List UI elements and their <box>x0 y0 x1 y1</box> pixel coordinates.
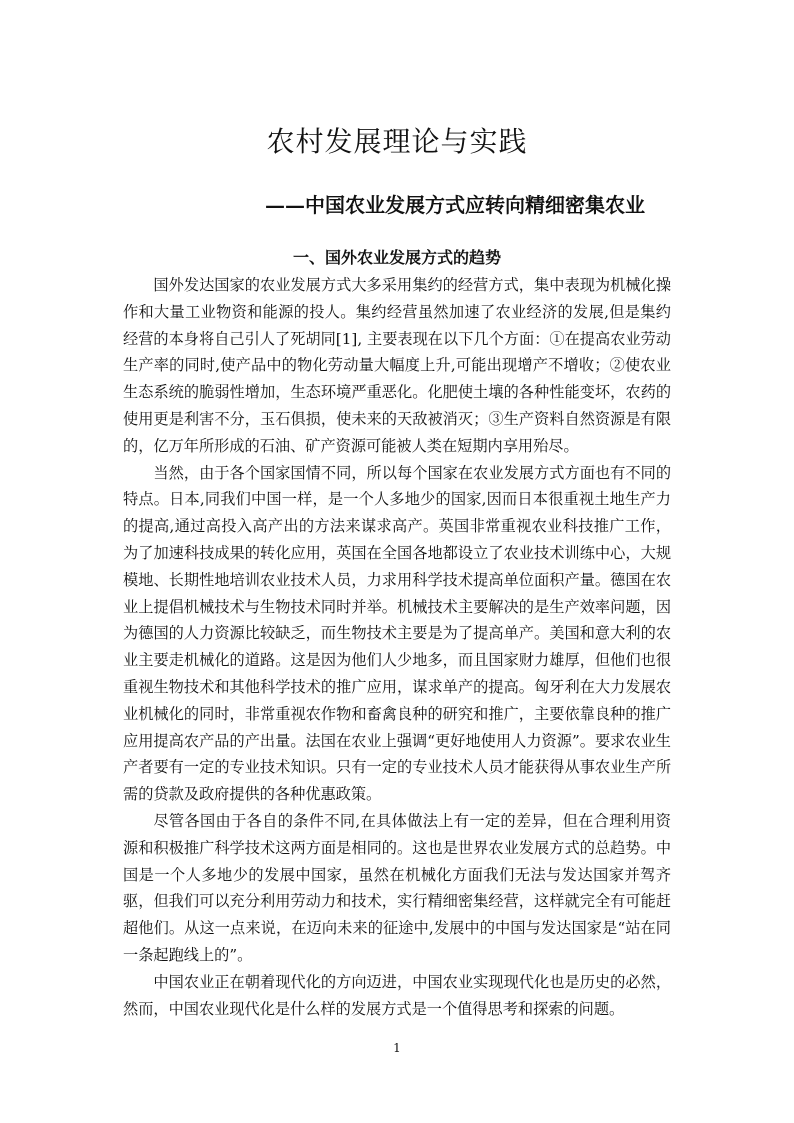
document-body <box>123 272 671 1022</box>
section-heading: 一、国外农业发展方式的趋势 <box>292 248 501 267</box>
document-subtitle: ——中国农业发展方式应转向精细密集农业 <box>265 193 645 217</box>
document-title: 农村发展理论与实践 <box>266 125 528 158</box>
paragraph-1: 国外发达国家的农业发展方式大多采用集约的经营方式，集中表现为机械化操作和大量工业物资和能源的投人。集约经营虽然加速了农业经济的发展,但是集约经营的本身将自己引人了死胡同[1], 主要表现在以下几个方面：①在提高农业劳动生产率的同时,使产品中的物化劳动量大幅度上升,可能出现增产不增收；②使农业生态系统的脆弱性增加，生态环境严重恶化。化肥使土壤的各种性能变坏，农药的使用更是利害不分，玉石俱损，使未来的天敌被消灭；③生产资料自然资源是有限的，亿万年所形成的石油、矿产资源可能被人类在短期内享用殆尽。 <box>123 276 671 455</box>
paragraph-4: 中国农业正在朝着现代化的方向迈进，中国农业实现现代化也是历史的必然，然而，中国农业现代化是什么样的发展方式是一个值得思考和探索的问题。 <box>123 972 671 1018</box>
paragraph-2: 当然，由于各个国家国情不同，所以每个国家在农业发展方式方面也有不同的特点。日本,同我们中国一样，是一个人多地少的国家,因而日本很重视土地生产力的提高,通过高投入高产出的方法来谋求高产。英国非常重视农业科技推广工作，为了加速科技成果的转化应用，英国在全国各地都设立了农业技术训练中心，大规模地、长期性地培训农业技术人员，力求用科学技术提高单位面积产量。德国在农业上提倡机械技术与生物技术同时并举。机械技术主要解决的是生产效率问题，因为德国的人力资源比较缺乏，而生物技术主要是为了提高单产。美国和意大利的农业主要走机械化的道路。这是因为他们人少地多，而且国家财力雄厚，但他们也很重视生物技术和其他科学技术的推广应用，谋求单产的提高。匈牙利在大力发展农业机械化的同时，非常重视农作物和畜禽良种的研究和推广，主要依靠良种的推广应用提高农产品的产出量。法国在农业上强调“更好地使用人力资源”。要求农业生产者要有一定的专业技术知识。只有一定的专业技术人员才能获得从事农业生产所需的贷款及政府提供的各种优惠政策。 <box>123 463 671 804</box>
page-number: 1 <box>393 1041 401 1055</box>
paragraph-3: 尽管各国由于各自的条件不同,在具体做法上有一定的差异，但在合理利用资源和积极推广科学技术这两方面是相同的。这也是世界农业发展方式的总趋势。中国是一个人多地少的发展中国家，虽然在机械化方面我们无法与发达国家并驾齐驱，但我们可以充分利用劳动力和技术，实行精细密集经营，这样就完全有可能赶超他们。从这一点来说，在迈向未来的征途中,发展中的中国与发达国家是“站在同一条起跑线上的”。 <box>123 811 671 964</box>
